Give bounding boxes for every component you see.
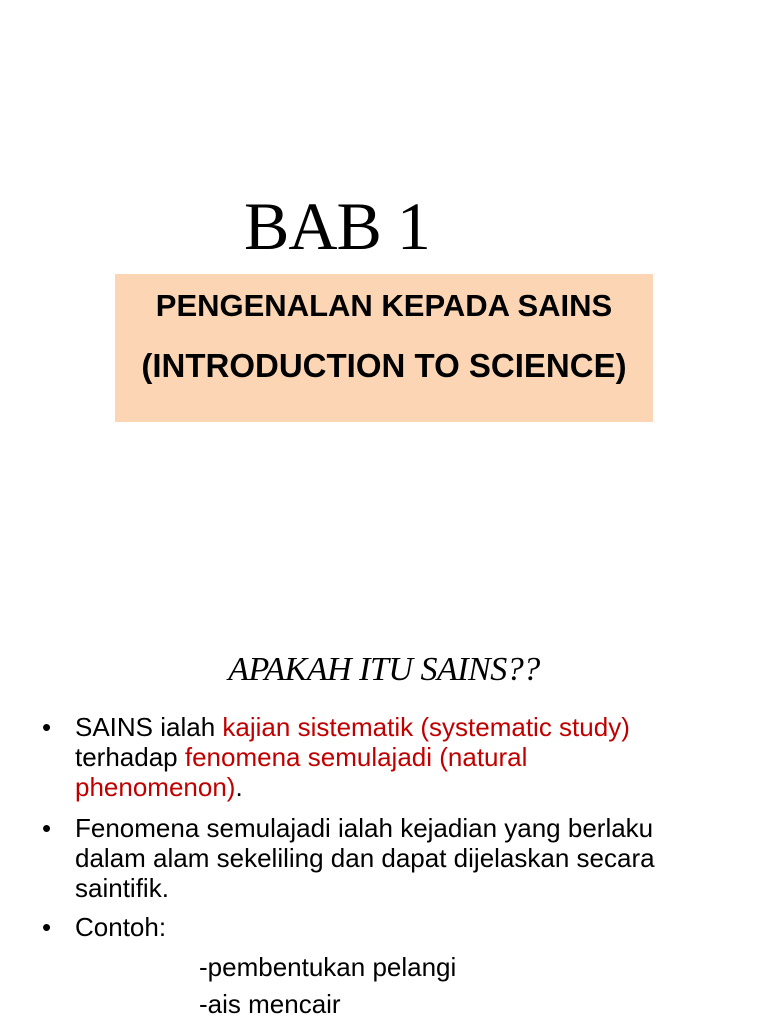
examples-label: Contoh: [75, 912, 167, 942]
definition-connector: terhadap [75, 742, 185, 772]
subtitle-english: (INTRODUCTION TO SCIENCE) [141, 347, 627, 384]
definition-highlight-phenomena: fenomena semulajadi (natural [184, 742, 528, 772]
phenomena-line-2: dalam alam sekeliling dan dapat dijelaskan secara [75, 843, 655, 873]
subtitle-box [115, 274, 653, 422]
bullet-marker: • [42, 813, 52, 843]
section-heading: APAKAH ITU SAINS?? [228, 651, 540, 688]
bullet-marker: • [42, 712, 52, 742]
chapter-title: BAB 1 [244, 188, 430, 264]
definition-period: . [235, 772, 243, 802]
definition-lead: SAINS ialah [75, 712, 223, 742]
phenomena-line-3: saintifik. [75, 873, 169, 903]
bullet-definition-text [75, 712, 765, 802]
bullet-marker: • [42, 912, 52, 942]
bullet-phenomena-text [75, 813, 765, 903]
subtitle-malay: PENGENALAN KEPADA SAINS [155, 288, 613, 323]
example-item: -pembentukan pelangi [199, 952, 457, 982]
definition-highlight-study: kajian sistematik (systematic study) [222, 712, 630, 742]
definition-highlight-phenomenon: phenomenon) [75, 772, 236, 802]
phenomena-line-1: Fenomena semulajadi ialah kejadian yang berlaku [75, 813, 654, 843]
example-item: -ais mencair [199, 989, 341, 1019]
